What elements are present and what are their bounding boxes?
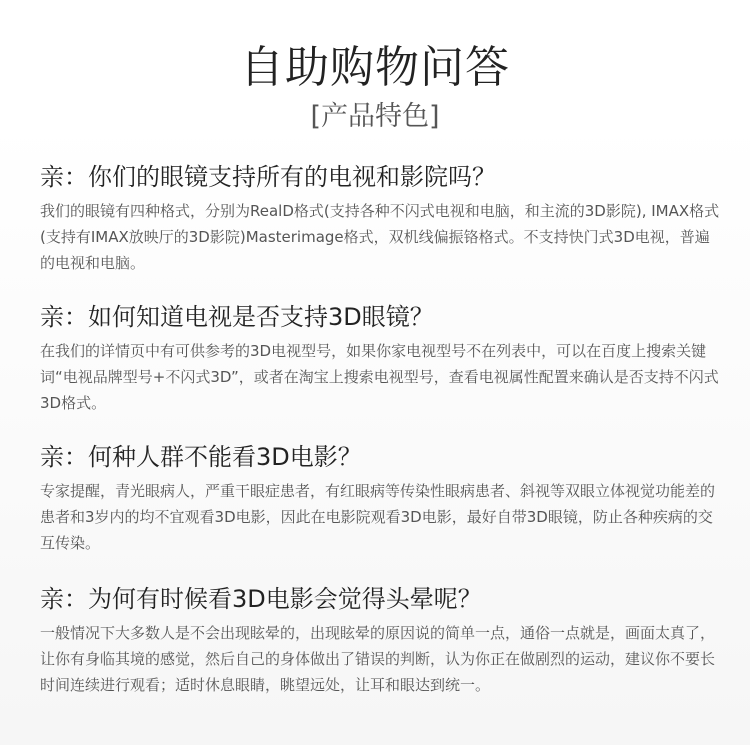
faq-answer: 一般情况下大多数人是不会出现眩晕的，出现眩晕的原因说的简单一点，通俗一点就是，画面太真了，让你有身临其境的感觉，然后自己的身体做出了错误的判断，认为你正在做剧烈的运动，建议你不要长时间连续进行观看；适时休息眼睛，眺望远处，让耳和眼达到统一。 bbox=[40, 624, 716, 694]
faq-question: 亲：你们的眼镜支持所有的电视和影院吗？ bbox=[40, 163, 496, 191]
page-subtitle: [产品特色] bbox=[310, 101, 440, 132]
faq-item bbox=[40, 302, 720, 416]
faq-item bbox=[40, 162, 720, 276]
faq-question: 亲：何种人群不能看3D电影？ bbox=[40, 443, 362, 471]
faq-item bbox=[40, 584, 720, 698]
faq-question: 亲：如何知道电视是否支持3D眼镜？ bbox=[40, 303, 434, 331]
faq-item bbox=[40, 442, 720, 556]
faq-answer: 专家提醒，青光眼病人，严重干眼症患者，有红眼病等传染性眼病患者、斜视等双眼立体视觉功能差的患者和3岁内的均不宜观看3D电影，因此在电影院观看3D电影，最好自带3D眼镜，防止各种疾病的交互传染。 bbox=[40, 482, 716, 552]
page-title: 自助购物问答 bbox=[240, 42, 510, 93]
faq-answer: 在我们的详情页中有可供参考的3D电视型号，如果你家电视型号不在列表中，可以在百度上搜索关键词“电视品牌型号+不闪式3D”，或者在淘宝上搜索电视型号，查看电视属性配置来确认是否支持不闪式3D格式。 bbox=[40, 342, 719, 412]
faq-question: 亲：为何有时候看3D电影会觉得头晕呢？ bbox=[40, 585, 482, 613]
faq-answer: 我们的眼镜有四种格式，分别为RealD格式(支持各种不闪式电视和电脑，和主流的3D影院), IMAX格式 (支持有IMAX放映厅的3D影院)Masterimage格式，双机线偏振铬格式。不支持快门式3D电视，普遍的电视和电脑。 bbox=[40, 202, 720, 272]
page-header bbox=[0, 40, 750, 134]
